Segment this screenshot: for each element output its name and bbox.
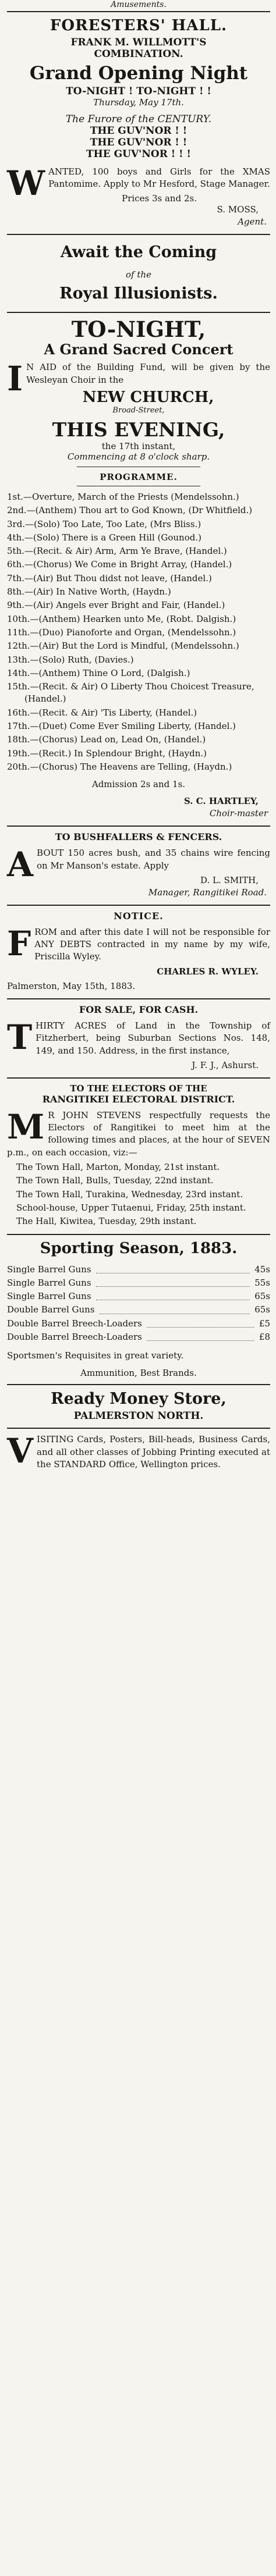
meeting-item: The Hall, Kiwitea, Tuesday, 29th instant. [16, 1216, 197, 1227]
ad-headline: Grand Opening Night [29, 63, 248, 84]
price-item-name: Single Barrel Guns [7, 1291, 91, 1302]
concert-date: the 17th instant, [101, 440, 176, 451]
divider [7, 312, 270, 313]
newspaper-column [7, 0, 270, 1473]
programme-item: 2nd.—(Anthem) Thou art to God Known, (Dr Whitfield.) [7, 505, 253, 516]
notice-title: NOTICE. [114, 910, 164, 921]
ad-guvnor-1: THE GUV'NOR ! ! [90, 125, 187, 137]
notice-body: FROM and after this date I will not be responsible for ANY DEBTS contracted in my name by my wife, Priscilla Wyley. [7, 923, 270, 963]
concert-street: Broad-Street, [112, 405, 165, 415]
concert-headline: TO-NIGHT, [71, 316, 206, 342]
divider [7, 11, 270, 12]
sporting-requisites: Sportsmen's Requisites in great variety. [7, 1350, 184, 1361]
programme-item: 13th.—(Solo) Ruth, (Davies.) [7, 654, 134, 665]
ad-subtitle: FRANK M. WILLMOTT'S [70, 37, 207, 48]
concert-start: Commencing at 8 o'clock sharp. [67, 451, 210, 462]
concert-signer: S. C. HARTLEY, [183, 796, 259, 807]
concert-title: A Grand Sacred Concert [44, 341, 233, 358]
electors-title-1: TO THE ELECTORS OF THE [70, 1083, 207, 1094]
meeting-item: The Town Hall, Turakina, Wednesday, 23rd instant. [16, 1189, 243, 1200]
meeting-item: School-house, Upper Tutaenui, Friday, 25th instant. [16, 1202, 246, 1213]
concert-signer-role: Choir-master [209, 808, 268, 819]
ad-prices: Prices 3s and 2s. [122, 193, 197, 204]
sale-body: THIRTY ACRES of Land in the Township of Fitzherbert, being Suburban Sections Nos. 148, 149, and 150. Address, in the first instance, [7, 1017, 270, 1057]
programme-item: 4th.—(Solo) There is a Green Hill (Gounod.) [7, 532, 201, 543]
bushfallers-body: ABOUT 150 acres bush, and 35 chains wire fencing on Mr Manson's estate. Apply [7, 845, 270, 885]
programme-item: 17th.—(Duet) Come Ever Smiling Liberty, (Handel.) [7, 721, 236, 732]
programme-label: PROGRAMME. [100, 471, 178, 482]
illusionists-line-1: Await the Coming [60, 243, 217, 261]
price-row [7, 1317, 270, 1330]
price-list [7, 1263, 270, 1344]
concert-church: NEW CHURCH, [82, 388, 214, 406]
bushfallers-title: TO BUSHFALLERS & FENCERS. [55, 831, 222, 843]
price-item-value: 65s [254, 1291, 270, 1302]
section-header: Amusements. [111, 0, 167, 9]
ready-money-store-ad [7, 1390, 270, 1422]
ad-subtitle-2: COMBINATION. [94, 48, 183, 60]
concert-intro: IN AID of the Building Fund, will be given by the Wesleyan Choir in the [7, 359, 270, 399]
leader-dots [147, 1317, 254, 1328]
ad-guvnor-3: THE GUV'NOR ! ! ! [86, 148, 191, 161]
leader-dots [96, 1276, 250, 1287]
programme-item: 18th.—(Chorus) Lead on, Lead On, (Handel.) [7, 734, 206, 745]
price-row [7, 1330, 270, 1344]
ad-date: Thursday, May 17th. [93, 97, 184, 108]
leader-dots [147, 1330, 254, 1341]
programme-item: 1st.—Overture, March of the Priests (Mendelssohn.) [7, 491, 239, 502]
programme-item: 6th.—(Chorus) We Come in Bright Array, (Handel.) [7, 559, 232, 570]
sporting-title: Sporting Season, 1883. [40, 1239, 238, 1257]
price-item-name: Single Barrel Guns [7, 1277, 91, 1288]
divider [7, 1234, 270, 1235]
price-item-value: 55s [254, 1277, 270, 1288]
divider [7, 905, 270, 906]
price-item-name: Double Barrel Guns [7, 1304, 95, 1315]
programme-item: 16th.—(Recit. & Air) 'Tis Liberty, (Handel.) [7, 707, 197, 718]
store-title: Ready Money Store, [51, 1390, 227, 1408]
electors-title-2: RANGITIKEI ELECTORAL DISTRICT. [42, 1093, 235, 1105]
for-sale-ad [7, 1004, 270, 1072]
foresters-hall-ad [7, 17, 270, 228]
ad-wanted-text: WANTED, 100 boys and Girls for the XMAS Pantomime. Apply to Mr Hesford, Stage Manager. [7, 163, 270, 204]
illusionists-ad [7, 240, 270, 306]
price-row [7, 1276, 270, 1290]
concert-evening: THIS EVENING, [52, 418, 225, 441]
price-item-name: Double Barrel Breech-Loaders [7, 1318, 142, 1329]
divider [7, 1077, 270, 1079]
price-item-name: Single Barrel Guns [7, 1264, 91, 1275]
bushfallers-ad [7, 831, 270, 899]
ad-guvnor-2: THE GUV'NOR ! ! [90, 137, 187, 149]
programme-item: 11th.—(Duo) Pianoforte and Organ, (Mendelssohn.) [7, 627, 236, 638]
price-item-value: £5 [259, 1318, 270, 1329]
bushfallers-sig-1: D. L. SMITH, [200, 874, 259, 885]
notice-date: Palmerston, May 15th, 1883. [7, 980, 136, 991]
programme-item: 19th.—(Recit.) In Splendour Bright, (Haydn.) [7, 748, 207, 759]
price-item-value: 45s [254, 1264, 270, 1275]
electors-ad [7, 1083, 270, 1228]
divider [7, 826, 270, 827]
meeting-item: The Town Hall, Marton, Monday, 21st instant. [16, 1162, 220, 1173]
ad-title: FORESTERS' HALL. [49, 17, 228, 34]
programme-item: 8th.—(Air) In Native Worth, (Haydn.) [7, 586, 171, 597]
concert-admission: Admission 2s and 1s. [91, 779, 186, 790]
notice-sig: CHARLES R. WYLEY. [157, 966, 259, 977]
price-row [7, 1290, 270, 1303]
divider [7, 998, 270, 999]
sacred-concert-ad [7, 318, 270, 820]
programme-item: 3rd.—(Solo) Too Late, Too Late, (Mrs Bliss.) [7, 518, 201, 529]
programme-item: 14th.—(Anthem) Thine O Lord, (Dalgish.) [7, 667, 190, 678]
sale-sig: J. F. J., Ashurst. [192, 1059, 259, 1070]
sale-title: FOR SALE, FOR CASH. [79, 1004, 199, 1015]
electors-body: MR JOHN STEVENS respectfully requests the Electors of Rangitikei to meet him at the following times and places, at the hour of SEVEN p.m., on each occasion, viz:— [7, 1106, 270, 1158]
divider [7, 1428, 270, 1429]
price-item-name: Double Barrel Breech-Loaders [7, 1331, 142, 1342]
programme-item: 9th.—(Air) Angels ever Bright and Fair, (Handel.) [7, 600, 225, 611]
divider [7, 234, 270, 235]
programme-item: 5th.—(Recit. & Air) Arm, Arm Ye Brave, (Handel.) [7, 546, 227, 557]
illusionists-line-3: Royal Illusionists. [59, 284, 218, 303]
store-town: PALMERSTON NORTH. [73, 1410, 204, 1422]
programme-list [7, 491, 270, 773]
programme-item: 7th.—(Air) But Thou didst not leave, (Handel.) [7, 572, 212, 583]
programme-item: 15th.—(Recit. & Air) O Liberty Thou Choicest Treasure, (Handel.) [7, 681, 254, 705]
leader-dots [96, 1290, 250, 1300]
standard-body: VISITING Cards, Posters, Bill-heads, Business Cards, and all other classes of Jobbing Printing executed at the STANDARD Office, Wellington prices. [7, 1431, 270, 1471]
leader-dots [100, 1303, 250, 1314]
ad-agent-role: Agent. [238, 216, 267, 227]
notice-ad [7, 910, 270, 992]
standard-office-ad [7, 1433, 270, 1471]
sporting-season-ad [7, 1240, 270, 1379]
bushfallers-sig-2: Manager, Rangitikei Road. [148, 887, 267, 898]
programme-item: 20th.—(Chorus) The Heavens are Telling, (Haydn.) [7, 761, 232, 772]
leader-dots [96, 1263, 250, 1273]
sporting-ammo: Ammunition, Best Brands. [80, 1368, 197, 1379]
programme-item: 12th.—(Air) But the Lord is Mindful, (Mendelssohn.) [7, 641, 239, 652]
ad-agent-name: S. MOSS, [217, 204, 259, 215]
divider [7, 1384, 270, 1385]
price-item-value: £8 [259, 1331, 270, 1342]
price-item-value: 65s [254, 1304, 270, 1315]
price-row [7, 1263, 270, 1276]
ad-furore: The Furore of the CENTURY. [65, 113, 212, 126]
price-row [7, 1303, 270, 1317]
ad-tonight: TO-NIGHT ! TO-NIGHT ! ! [66, 86, 211, 98]
illusionists-line-2: of the [126, 269, 151, 280]
meeting-item: The Town Hall, Bulls, Tuesday, 22nd instant. [16, 1175, 214, 1186]
programme-item: 10th.—(Anthem) Hearken unto Me, (Robt. Dalgish.) [7, 613, 236, 624]
